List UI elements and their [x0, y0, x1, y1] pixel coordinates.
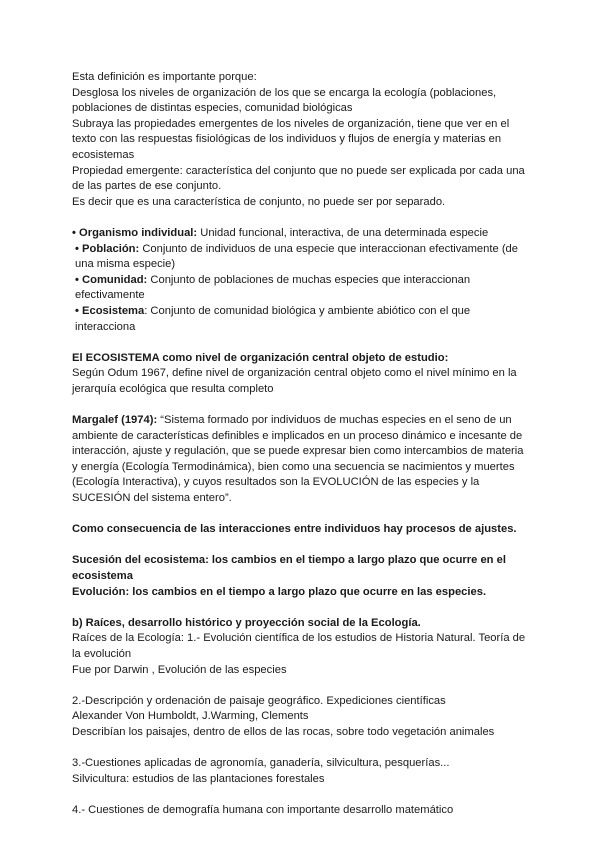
section-b-paragraph: 2.-Descripción y ordenación de paisaje geográfico. Expediciones científicas	[72, 694, 446, 707]
level-item	[72, 242, 532, 273]
evolucion-definition: Evolución: los cambios en el tiempo a largo plazo que ocurre en las especies.	[72, 585, 487, 598]
ecosistema-paragraph: Según Odum 1967, define nivel de organización central objeto como el nivel mínimo en la jerarquía ecológica que resulta completo	[72, 367, 517, 395]
intro-paragraph: Es decir que es una característica de conjunto, no puede ser por separado.	[72, 195, 446, 208]
level-term: • Organismo individual:	[72, 226, 198, 239]
intro-paragraph: Desglosa los niveles de organización de los que se encarga la ecología (poblaciones, poblaciones de distintas especies, comunidad biológicas	[72, 86, 497, 115]
document-page	[72, 70, 532, 819]
section-b-paragraph: Raíces de la Ecología: 1.- Evolución científica de los estudios de Historia Natural. Teoría de la evolución	[72, 632, 526, 660]
intro-line: Esta definición es importante porque:	[72, 71, 257, 83]
level-term: • Comunidad:	[75, 273, 148, 286]
level-description: : Conjunto de comunidad biológica y ambiente abiótico con el que interacciona	[75, 304, 471, 333]
section-heading: El ECOSISTEMA como nivel de organización central objeto de estudio:	[72, 351, 449, 364]
section-heading: b) Raíces, desarrollo histórico y proyección social de la Ecología.	[72, 616, 421, 629]
intro-paragraph: Subraya las propiedades emergentes de los niveles de organización, tiene que ver en el texto con las respuestas fisiológicas de los individuos y flujos de energía y materias en ecosistemas	[72, 117, 510, 161]
level-item	[72, 273, 532, 304]
level-item	[72, 304, 532, 335]
consecuencia-statement: Como consecuencia de las interacciones entre individuos hay procesos de ajustes.	[72, 523, 517, 536]
level-description: Conjunto de individuos de una especie que interaccionan efectivamente (de una misma especie)	[75, 242, 518, 271]
section-b-paragraph: Fue por Darwin , Evolución de las especies	[72, 663, 287, 676]
section-b-paragraph: Describían los paisajes, dentro de ellos de las rocas, sobre todo vegetación animales	[72, 725, 495, 738]
section-b-paragraph: Alexander Von Humboldt, J.Warming, Clements	[72, 710, 309, 723]
level-item	[72, 226, 532, 242]
margalef-text: “Sistema formado por individuos de muchas especies en el seno de un ambiente de características definibles e implicados en un proceso dinámico e incesante de interacción, ajuste y regulación, que se puede expresar bien como intercambios de materia y energía (Ecología Termodinámica), bien como una secuencia se nacimientos y muertes (Ecología Interactiva), y cuyos resultados son la EVOLUCIÓN de las especies y la SUCESIÓN del sistema entero”.	[72, 414, 524, 505]
level-description: Conjunto de poblaciones de muchas especies que interaccionan efectivamente	[75, 273, 471, 302]
section-b-paragraph: Silvicultura: estudios de las plantaciones forestales	[72, 772, 325, 785]
margalef-term: Margalef (1974):	[72, 414, 158, 427]
section-b-paragraph: 4.- Cuestiones de demografía humana con importante desarrollo matemático	[72, 803, 454, 816]
intro-paragraph: Propiedad emergente: característica del conjunto que no puede ser explicada por cada una de las partes de ese conjunto.	[72, 164, 525, 193]
level-term: • Población:	[75, 242, 140, 255]
level-description: Unidad funcional, interactiva, de una determinada especie	[197, 226, 489, 239]
sucesion-definition: Sucesión del ecosistema: los cambios en el tiempo a largo plazo que ocurre en el ecosistema	[72, 554, 506, 582]
margalef-quote	[72, 413, 532, 507]
level-term: • Ecosistema	[75, 304, 145, 317]
section-b-paragraph: 3.-Cuestiones aplicadas de agronomía, ganadería, silvicultura, pesquerías...	[72, 757, 450, 770]
